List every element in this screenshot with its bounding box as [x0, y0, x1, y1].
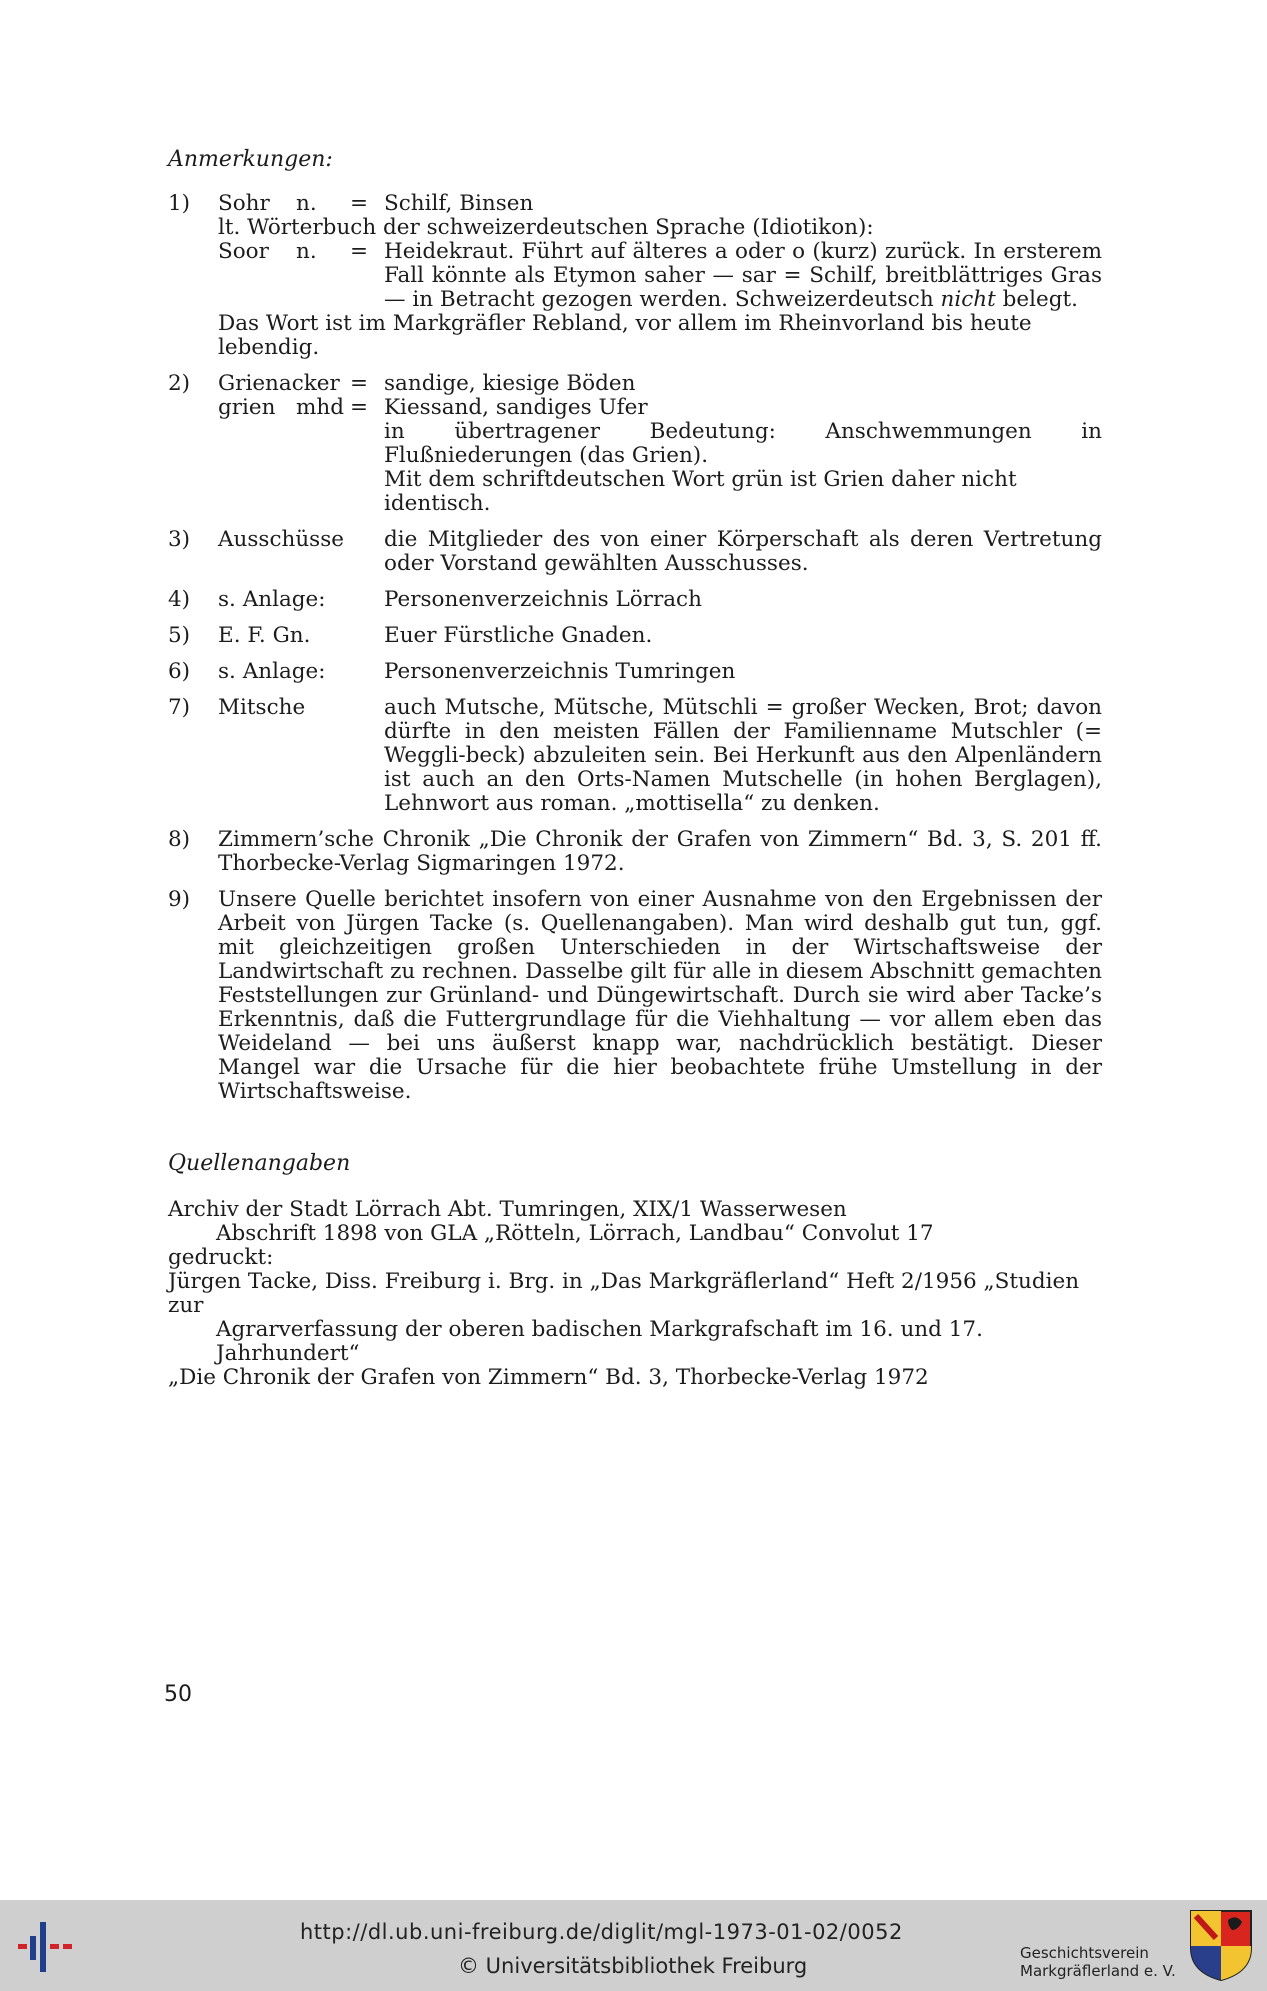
source-entry: Abschrift 1898 von GLA „Rötteln, Lörrach, Landbau“ Convolut 17 — [216, 1221, 934, 1246]
note-term-row — [218, 588, 1102, 612]
library-logo-icon — [16, 1912, 78, 1976]
note-number: 5) — [168, 623, 191, 648]
definition: Personenverzeichnis Tumringen — [384, 659, 736, 684]
equals-sign: = — [350, 395, 369, 420]
definition: sandige, kiesige Böden — [384, 371, 636, 396]
note-term-row — [218, 660, 1102, 684]
note-term-row — [218, 420, 1102, 468]
note-term-row — [218, 372, 1102, 396]
note-term-row — [218, 528, 1102, 576]
emphasis-text: nicht — [940, 287, 996, 312]
note-term-row — [218, 240, 1102, 312]
definition: Euer Fürstliche Gnaden. — [384, 623, 653, 648]
definition: in übertragener Bedeutung: Anschwemmungen in Flußniederungen (das Grien). — [384, 419, 1102, 468]
term-language: mhd — [296, 395, 344, 420]
note-line: Das Wort ist im Markgräfler Rebland, vor allem im Rheinvorland bis heute lebendig. — [218, 311, 1032, 360]
source-entry: Jürgen Tacke, Diss. Freiburg i. Brg. in „Das Markgräflerland“ Heft 2/1956 „Studien zur — [168, 1269, 1080, 1318]
note-8 — [168, 828, 1102, 876]
equals-sign: = — [350, 191, 369, 216]
source-entry: Archiv der Stadt Lörrach Abt. Tumringen, XIX/1 Wasserwesen — [168, 1197, 847, 1222]
definition: Mit dem schriftdeutschen Wort grün ist Grien daher nicht identisch. — [384, 467, 1017, 516]
equals-sign: = — [350, 239, 369, 264]
sources-list — [168, 1198, 1102, 1390]
note-number: 2) — [168, 371, 191, 396]
document-url-link[interactable]: http://dl.ub.uni-freiburg.de/diglit/mgl-1973-01-02/0052 — [300, 1920, 903, 1944]
notes-list — [168, 192, 1102, 1104]
definition: Schilf, Binsen — [384, 191, 534, 216]
sources-heading: Quellenangaben — [168, 1151, 351, 1176]
note-line: lt. Wörterbuch der schweizerdeutschen Sprache (Idiotikon): — [218, 215, 874, 240]
term: Grienacker — [218, 371, 340, 396]
note-5 — [168, 624, 1102, 648]
term: Mitsche — [218, 695, 306, 720]
copyright-text: © Universitätsbibliothek Freiburg — [458, 1954, 808, 1978]
definition-text: Heidekraut. Führt auf älteres a oder o (kurz) zurück. In ersterem Fall könnte als Etymon saher — sar = Schilf, breitblättriges Gras — in Betracht gezogen werden. Schweizerdeutsch — [384, 239, 1102, 312]
note-number: 6) — [168, 659, 191, 684]
society-name — [1020, 1944, 1176, 1980]
definition: die Mitglieder des von einer Körperschaft als deren Vertretung oder Vorstand gewählten Ausschusses. — [384, 527, 1102, 576]
page-content — [168, 148, 1102, 1390]
term: grien — [218, 395, 276, 420]
term-gender: n. — [296, 191, 317, 216]
equals-sign: = — [350, 371, 369, 396]
source-entry: „Die Chronik der Grafen von Zimmern“ Bd. 3, Thorbecke-Verlag 1972 — [168, 1365, 929, 1390]
term: s. Anlage: — [218, 659, 326, 684]
society-name-line: Markgräflerland e. V. — [1020, 1962, 1176, 1980]
note-7 — [168, 696, 1102, 816]
note-2 — [168, 372, 1102, 516]
society-name-line: Geschichtsverein — [1020, 1944, 1149, 1962]
source-entry: gedruckt: — [168, 1245, 274, 1270]
definition: auch Mutsche, Mütsche, Mütschli = großer Wecken, Brot; davon dürfte in den meisten Fällen der Familienname Mutschler (= Weggli-beck) abzuleiten sein. Bei Herkunft aus den Alpenländern ist auch an den Orts-Namen Mutschelle (in hohen Berglagen), Lehnwort aus roman. „mottisella“ zu denken. — [384, 695, 1102, 816]
note-number: 8) — [168, 827, 191, 852]
definition: Personenverzeichnis Lörrach — [384, 587, 702, 612]
note-body — [218, 192, 1102, 360]
term: Ausschüsse — [218, 527, 344, 552]
note-number: 7) — [168, 695, 191, 720]
note-term-row — [218, 696, 1102, 816]
note-body — [218, 372, 1102, 516]
note-3 — [168, 528, 1102, 576]
term: s. Anlage: — [218, 587, 326, 612]
term: E. F. Gn. — [218, 623, 311, 648]
term: Sohr — [218, 191, 270, 216]
definition-text: belegt. — [995, 287, 1078, 312]
footer-bar — [0, 1900, 1267, 1991]
definition — [384, 240, 1102, 312]
coat-of-arms-icon — [1188, 1908, 1254, 1982]
term: Soor — [218, 239, 269, 264]
note-6 — [168, 660, 1102, 684]
note-term-row — [218, 624, 1102, 648]
note-number: 9) — [168, 887, 191, 912]
note-9 — [168, 888, 1102, 1104]
note-text: Unsere Quelle berichtet insofern von einer Ausnahme von den Ergebnissen der Arbeit von Jürgen Tacke (s. Quellenangaben). Man wird deshalb gut tun, ggf. mit gleichzeitigen großen Unterschieden in der Wirtschaftsweise der Landwirtschaft zu rechnen. Dasselbe gilt für alle in diesem Abschnitt gemachten Feststellungen zur Grünland- und Düngewirtschaft. Durch sie wird aber Tacke’s Erkenntnis, daß die Futtergrundlage für die Viehhaltung — vor allem eben das Weideland — bei uns äußerst knapp war, nachdrücklich bestätigt. Dieser Mangel war die Ursache für die hier beobachtete frühe Umstellung in der Wirtschaftsweise. — [218, 887, 1102, 1104]
note-text: Zimmern’sche Chronik „Die Chronik der Grafen von Zimmern“ Bd. 3, S. 201 ff. Thorbecke-Verlag Sigmaringen 1972. — [218, 827, 1102, 876]
note-number: 1) — [168, 191, 191, 216]
note-4 — [168, 588, 1102, 612]
source-entry: Agrarverfassung der oberen badischen Markgrafschaft im 16. und 17. Jahrhundert“ — [216, 1317, 983, 1366]
note-term-row — [218, 396, 1102, 420]
term-gender: n. — [296, 239, 317, 264]
note-term-row — [218, 468, 1102, 516]
definition: Kiessand, sandiges Ufer — [384, 395, 648, 420]
note-term-row — [218, 192, 1102, 216]
notes-heading: Anmerkungen: — [168, 147, 333, 172]
note-number: 3) — [168, 527, 191, 552]
note-1 — [168, 192, 1102, 360]
note-number: 4) — [168, 587, 191, 612]
page-number: 50 — [164, 1682, 192, 1707]
